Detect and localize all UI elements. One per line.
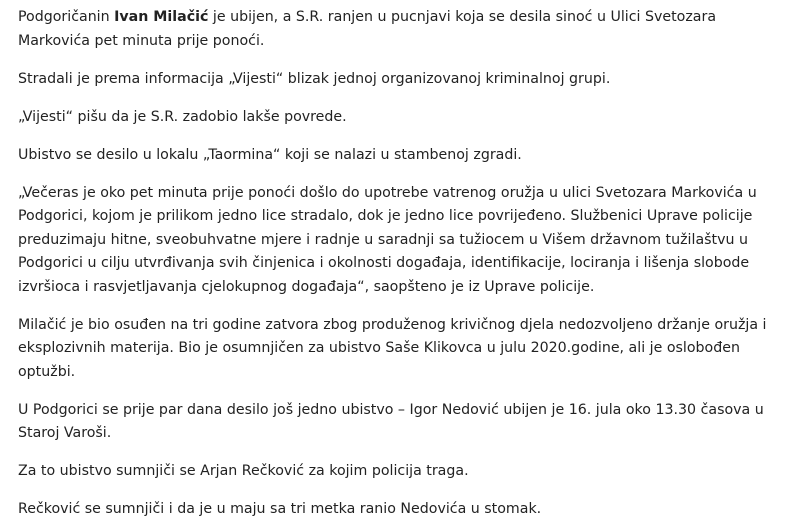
paragraph-4: Ubistvo se desilo u lokalu „Taormina“ koji se nalazi u stambenoj zgradi. xyxy=(18,146,522,163)
paragraph-2: Stradali je prema informacija „Vijesti“ blizak jednoj organizovanoj kriminalnoj grupi. xyxy=(18,70,611,87)
paragraph-6: Milačić je bio osuđen na tri godine zatvora zbog produženog krivičnog djela nedozvoljeno držanje oružja i eksplozivnih materija. Bio je osumnjičen za ubistvo Saše Klikovca u julu 2020.godine, ali je oslobođen optužbi. xyxy=(18,316,767,380)
paragraph-1 xyxy=(18,6,788,53)
paragraph-9: Rečković se sumnjiči i da je u maju sa tri metka ranio Nedovića u stomak. xyxy=(18,501,542,517)
victim-name: Ivan Milačić xyxy=(114,9,209,25)
paragraph-5-police-statement: „Večeras je oko pet minuta prije ponoći došlo do upotrebe vatrenog oružja u ulici Svetozara Markovića u Podgorici, kojom je prilikom jedno lice stradalo, dok je jedno lice povrijeđeno. Službenici Uprave policije preduzimaju hitne, sveobuhvatne mjere i radnje u saradnji sa tužiocem u Višem državnom tužilaštvu u Podgorici u cilju utvrđivanja svih činjenica i okolnosti događaja, identifikacije, lociranja i lišenja slobode izvršioca i rasvjetljavanja cjelokupnog događaja“, saopšteno je iz Uprave policije. xyxy=(18,184,757,295)
paragraph-1-lead: Podgoričanin xyxy=(18,9,115,25)
paragraph-1-rest: je ubijen, a S.R. ranjen u pucnjavi koja se desila sinoć u Ulici Svetozara Markovića pet minuta prije ponoći. xyxy=(18,9,717,49)
paragraph-8: Za to ubistvo sumnjiči se Arjan Rečković za kojim policija traga. xyxy=(18,463,469,479)
paragraph-3: „Vijesti“ pišu da je S.R. zadobio lakše povrede. xyxy=(18,108,347,125)
paragraph-7: U Podgorici se prije par dana desilo još jedno ubistvo – Igor Nedović ubijen je 16. jula oko 13.30 časova u Staroj Varoši. xyxy=(18,401,764,441)
